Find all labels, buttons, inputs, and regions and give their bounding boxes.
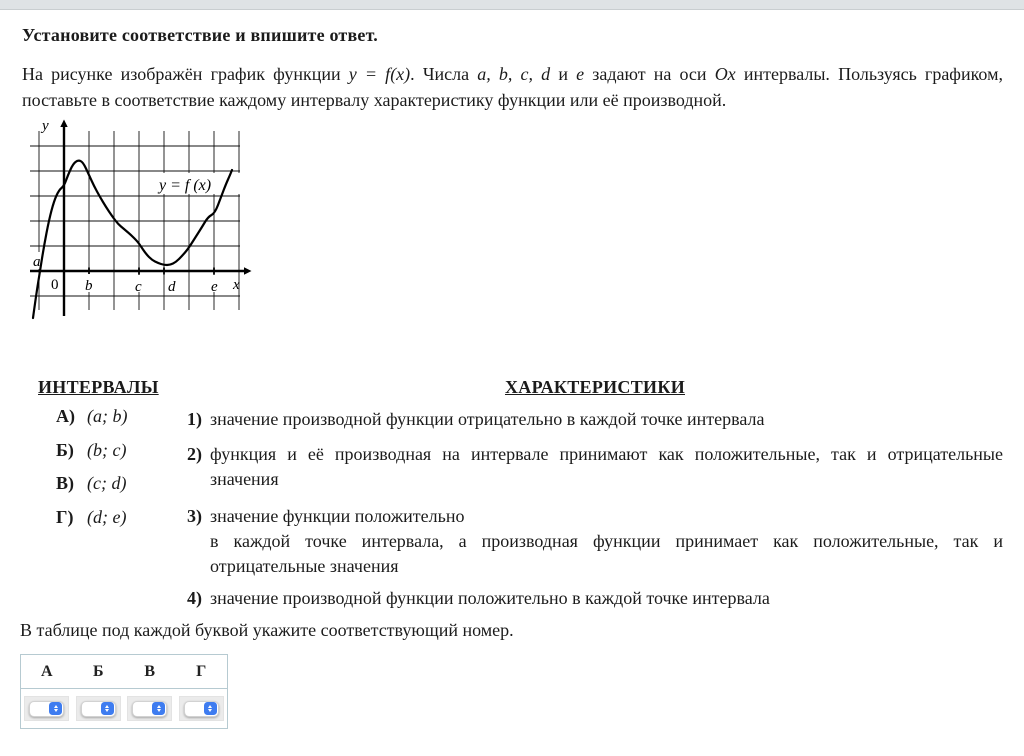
answer-col-b: Б	[92, 662, 104, 680]
interval-letter: А)	[56, 406, 75, 426]
answer-cell-v	[124, 696, 176, 721]
answer-cell-b	[73, 696, 125, 721]
characteristic-item-2	[187, 442, 1003, 492]
answer-table-controls	[21, 689, 227, 728]
chevron-up-icon	[208, 705, 212, 708]
answer-cell-g	[176, 696, 228, 721]
interval-row-a	[56, 406, 127, 429]
point-b-label: b	[85, 278, 93, 294]
y-axis-arrow-icon	[60, 120, 67, 128]
answer-select-a[interactable]	[29, 701, 64, 717]
characteristic-text: функция и её производная на интервале принимают как положительные, так и отрицательные значения	[210, 444, 1003, 489]
interval-letter: В)	[56, 473, 74, 493]
task-prompt-line1: На рисунке изображён график функции y = f(x). Числа a, b, c, d и e задают на оси Ox интервалы. Пользуясь графиком,	[22, 64, 1003, 84]
answer-col-g: Г	[196, 662, 207, 680]
interval-row-v	[56, 473, 127, 496]
table-instruction: В таблице под каждой буквой укажите соответствующий номер.	[20, 620, 514, 640]
interval-letter: Г)	[56, 506, 74, 527]
interval-row-g	[56, 507, 127, 530]
point-a-label: a	[33, 254, 41, 270]
stepper-button[interactable]	[152, 702, 165, 715]
answer-table	[20, 654, 228, 729]
characteristic-item-3	[187, 504, 1003, 579]
interval-range: (b; c)	[87, 439, 127, 460]
answer-select-g[interactable]	[184, 701, 219, 717]
y-axis-label: y	[42, 118, 49, 134]
select-patch	[76, 696, 121, 721]
characteristics-header: ХАРАКТЕРИСТИКИ	[504, 377, 685, 397]
stepper-button[interactable]	[204, 702, 217, 715]
answer-select-b[interactable]	[81, 701, 116, 717]
x-axis-arrow-icon	[244, 267, 252, 275]
interval-range: (c; d)	[87, 473, 127, 493]
characteristic-text: значение функции положительно в каждой точке интервала, а производная функции принимает как положительные, так и отрицательные значения	[210, 506, 1003, 576]
select-patch	[179, 696, 224, 721]
chevron-down-icon	[54, 709, 58, 712]
function-graph	[28, 117, 253, 323]
characteristics-list	[187, 407, 1003, 611]
chevron-up-icon	[157, 705, 161, 708]
top-strip	[0, 0, 1024, 10]
select-patch	[24, 696, 69, 721]
point-c-label: c	[135, 279, 142, 295]
interval-letter: Б)	[56, 439, 74, 460]
answer-cell-a	[21, 696, 73, 721]
stepper-button[interactable]	[101, 702, 114, 715]
characteristic-number: 4)	[187, 588, 202, 608]
chevron-down-icon	[105, 709, 109, 712]
interval-range: (a; b)	[87, 406, 128, 426]
task-prompt	[22, 61, 1003, 113]
point-e-label: e	[211, 279, 218, 295]
chevron-up-icon	[105, 705, 109, 708]
page-title: Установите соответствие и впишите ответ.	[22, 25, 378, 45]
intervals-list	[56, 406, 127, 540]
select-patch	[127, 696, 172, 721]
characteristic-number: 1)	[187, 409, 202, 429]
answer-col-v: В	[144, 662, 156, 680]
stepper-button[interactable]	[49, 702, 62, 715]
characteristic-number: 2)	[187, 444, 202, 464]
chevron-down-icon	[208, 709, 212, 712]
interval-row-b	[56, 440, 127, 463]
chevron-up-icon	[54, 705, 58, 708]
answer-col-a: А	[40, 662, 53, 680]
x-axis-label: x	[233, 277, 240, 293]
characteristic-item-4	[187, 586, 1003, 611]
characteristic-number: 3)	[187, 506, 202, 526]
characteristic-text: значение производной функции положительно в каждой точке интервала	[210, 588, 770, 608]
intervals-header: ИНТЕРВАЛЫ	[38, 377, 159, 397]
answer-table-header	[21, 655, 227, 689]
origin-label: 0	[51, 277, 59, 293]
interval-range: (d; e)	[87, 506, 127, 527]
characteristic-text: значение производной функции отрицательно в каждой точке интервала	[210, 409, 765, 429]
function-label: y = f (x)	[159, 177, 212, 194]
answer-select-v[interactable]	[132, 701, 167, 717]
task-prompt-line2: поставьте в соответствие каждому интервалу характеристику функции или её производной.	[22, 90, 727, 110]
characteristic-item-1	[187, 407, 1003, 432]
point-d-label: d	[168, 279, 176, 295]
chevron-down-icon	[157, 709, 161, 712]
